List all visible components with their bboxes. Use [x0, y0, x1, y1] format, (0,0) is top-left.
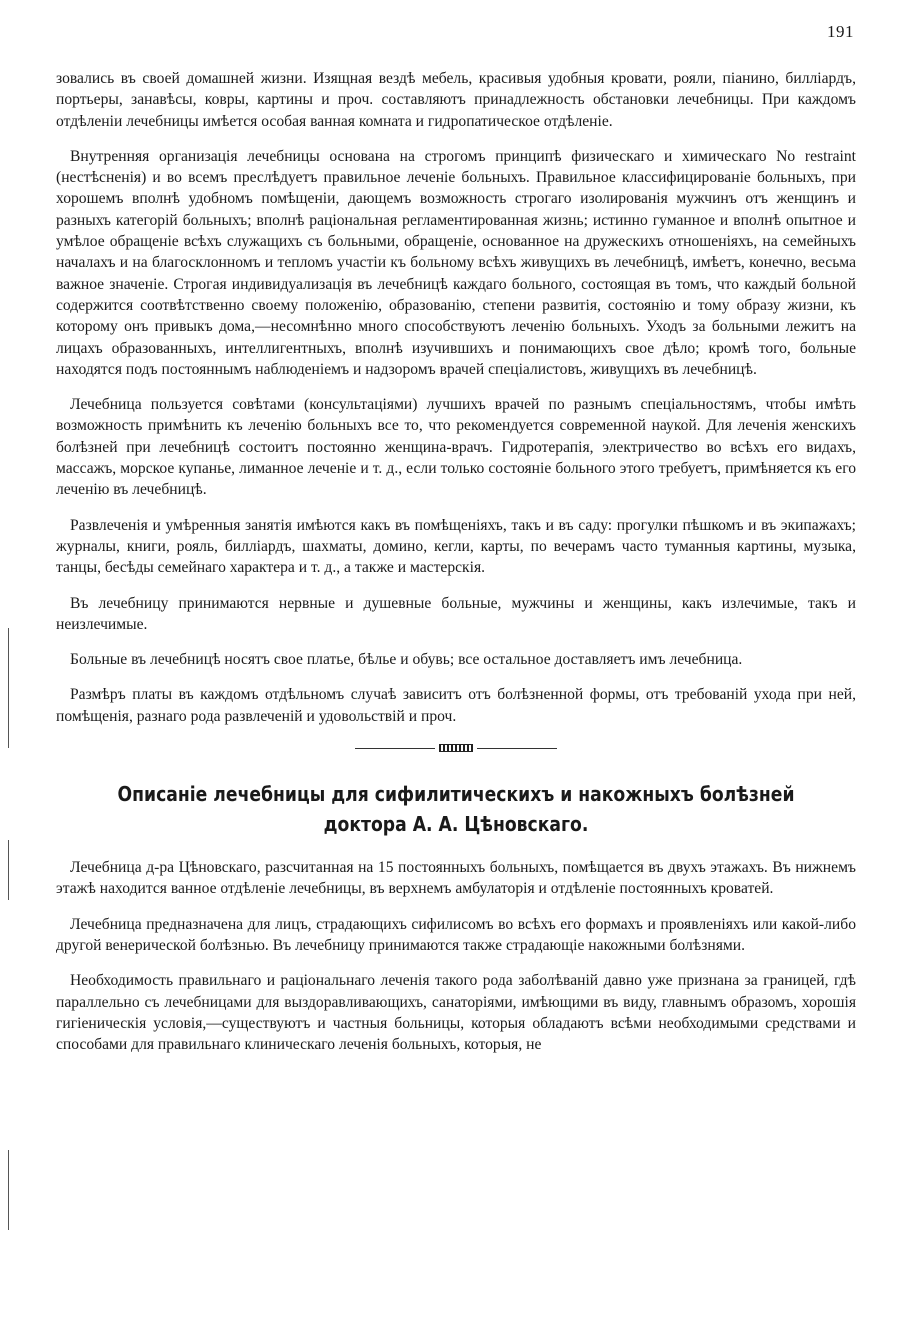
paragraph: зовались въ своей домашней жизни. Изящная вездѣ мебель, красивыя удобныя кровати, рояли, піанино, билліардъ, портьеры, занавѣсы, ковры, картины и проч. составляютъ принадлежность обстановки лечебницы. При каждомъ отдѣленіи лечебницы имѣется особая ванная комната и гидропатическое отдѣленіе. [56, 70, 856, 130]
section-divider [56, 741, 856, 755]
paragraph: Необходимость правильнаго и раціональнаго леченія такого рода заболѣваній давно уже признана за границей, гдѣ параллельно съ лечебницами для выздоравливающихъ, санаторіями, имѣющими въ виду, главнымъ образомъ, хорошія гигіеническія условія,—существуютъ и частныя больницы, которыя обладаютъ всѣми необходимыми средствами и способами для правильнаго клиническаго леченія больныхъ, которыя, не [56, 972, 856, 1054]
section-title-line-2: доктора А. А. Цѣновскаго. [323, 812, 589, 837]
paragraph: Больные въ лечебницѣ носятъ свое платье, бѣлье и обувь; все остальное доставляетъ имъ лечебница. [70, 651, 743, 669]
page-number: 191 [827, 22, 854, 41]
page-content [56, 68, 856, 1069]
divider-line [477, 748, 557, 749]
margin-mark [8, 840, 9, 900]
divider-ornament [439, 744, 473, 752]
section-title-line-1: Описаніе лечебницы для сифилитическихъ и накожныхъ болѣзней [117, 782, 795, 807]
divider-line [355, 748, 435, 749]
paragraph: Лечебница д-ра Цѣновскаго, разсчитанная на 15 постоянныхъ больныхъ, помѣщается въ двухъ этажахъ. Въ нижнемъ этажѣ находится ванное отдѣленіе лечебницы, въ верхнемъ амбулаторія и отдѣленіе постоянныхъ кроватей. [56, 859, 856, 898]
paragraph: Внутренняя организація лечебницы основана на строгомъ принципѣ физическаго и химическаго No restraint (нестѣсненія) и во всемъ преслѣдуетъ правильное леченіе больныхъ. Правильное классифицированіе больныхъ, при хорошемъ вполнѣ удобномъ помѣщеніи, дающемъ возможность строгаго изолированія мужчинъ отъ женщинъ и разныхъ категорій больныхъ; вполнѣ раціональная регламентированная жизнь; истинно гуманное и вполнѣ опытное и умѣлое обращеніе всѣхъ служащихъ съ больными, обращеніе, основанное на дружескихъ отношеніяхъ, на семейныхъ началахъ и на благосклонномъ и тепломъ участіи къ больному всѣхъ живущихъ въ лечебницѣ, имѣетъ, конечно, весьма важное значеніе. Строгая индивидуализація въ лечебницѣ каждаго больного, состоящая въ томъ, что каждый больной содержится соотвѣтственно своему положенію, образованію, степени развитія, состоянію и тому образу жизни, къ которому онъ привыкъ дома,—несомнѣнно много способствуютъ леченію больныхъ. Уходъ за больными лежитъ на лицахъ образованныхъ, интеллигентныхъ, вполнѣ изучившихъ и понимающихъ свое дѣло; кромѣ того, больные находятся подъ постояннымъ наблюденіемъ и надзоромъ врачей спеціалистовъ, живущихъ въ лечебницѣ. [56, 147, 856, 378]
paragraph: Размѣръ платы въ каждомъ отдѣльномъ случаѣ зависитъ отъ болѣзненной формы, отъ требованій ухода при ней, помѣщенія, разнаго рода развлеченій и удовольствій и проч. [56, 686, 856, 725]
paragraph: Въ лечебницу принимаются нервные и душевные больные, мужчины и женщины, какъ излечимые, такъ и неизлечимые. [56, 594, 856, 633]
margin-mark [8, 628, 9, 748]
paragraph: Лечебница предназначена для лицъ, страдающихъ сифилисомъ во всѣхъ его формахъ и проявленіяхъ или какой-либо другой венерической болѣзнью. Въ лечебницу принимаются также страдающіе накожными болѣзнями. [56, 915, 856, 954]
paragraph: Лечебница пользуется совѣтами (консультаціями) лучшихъ врачей по разнымъ спеціальностямъ, чтобы имѣть возможность примѣнить къ леченію больныхъ все то, что рекомендуется современной наукой. Для леченія женскихъ болѣзней при лечебницѣ состоитъ постоянно женщина-врачъ. Гидротерапія, электричество во всѣхъ его видахъ, массажъ, морское купанье, лиманное леченіе и т. д., если только состояніе больного этого требуетъ, примѣняется къ его леченію въ лечебницѣ. [56, 396, 856, 499]
paragraph: Развлеченія и умѣренныя занятія имѣются какъ въ помѣщеніяхъ, такъ и въ саду: прогулки пѣшкомъ и въ экипажахъ; журналы, книги, рояль, билліардъ, шахматы, домино, кегли, карты, по вечерамъ часто туманныя картины, музыка, танцы, бесѣды семейнаго характера и т. д., а также и мастерскія. [56, 516, 856, 577]
section-title [112, 779, 800, 839]
margin-mark [8, 1150, 9, 1230]
